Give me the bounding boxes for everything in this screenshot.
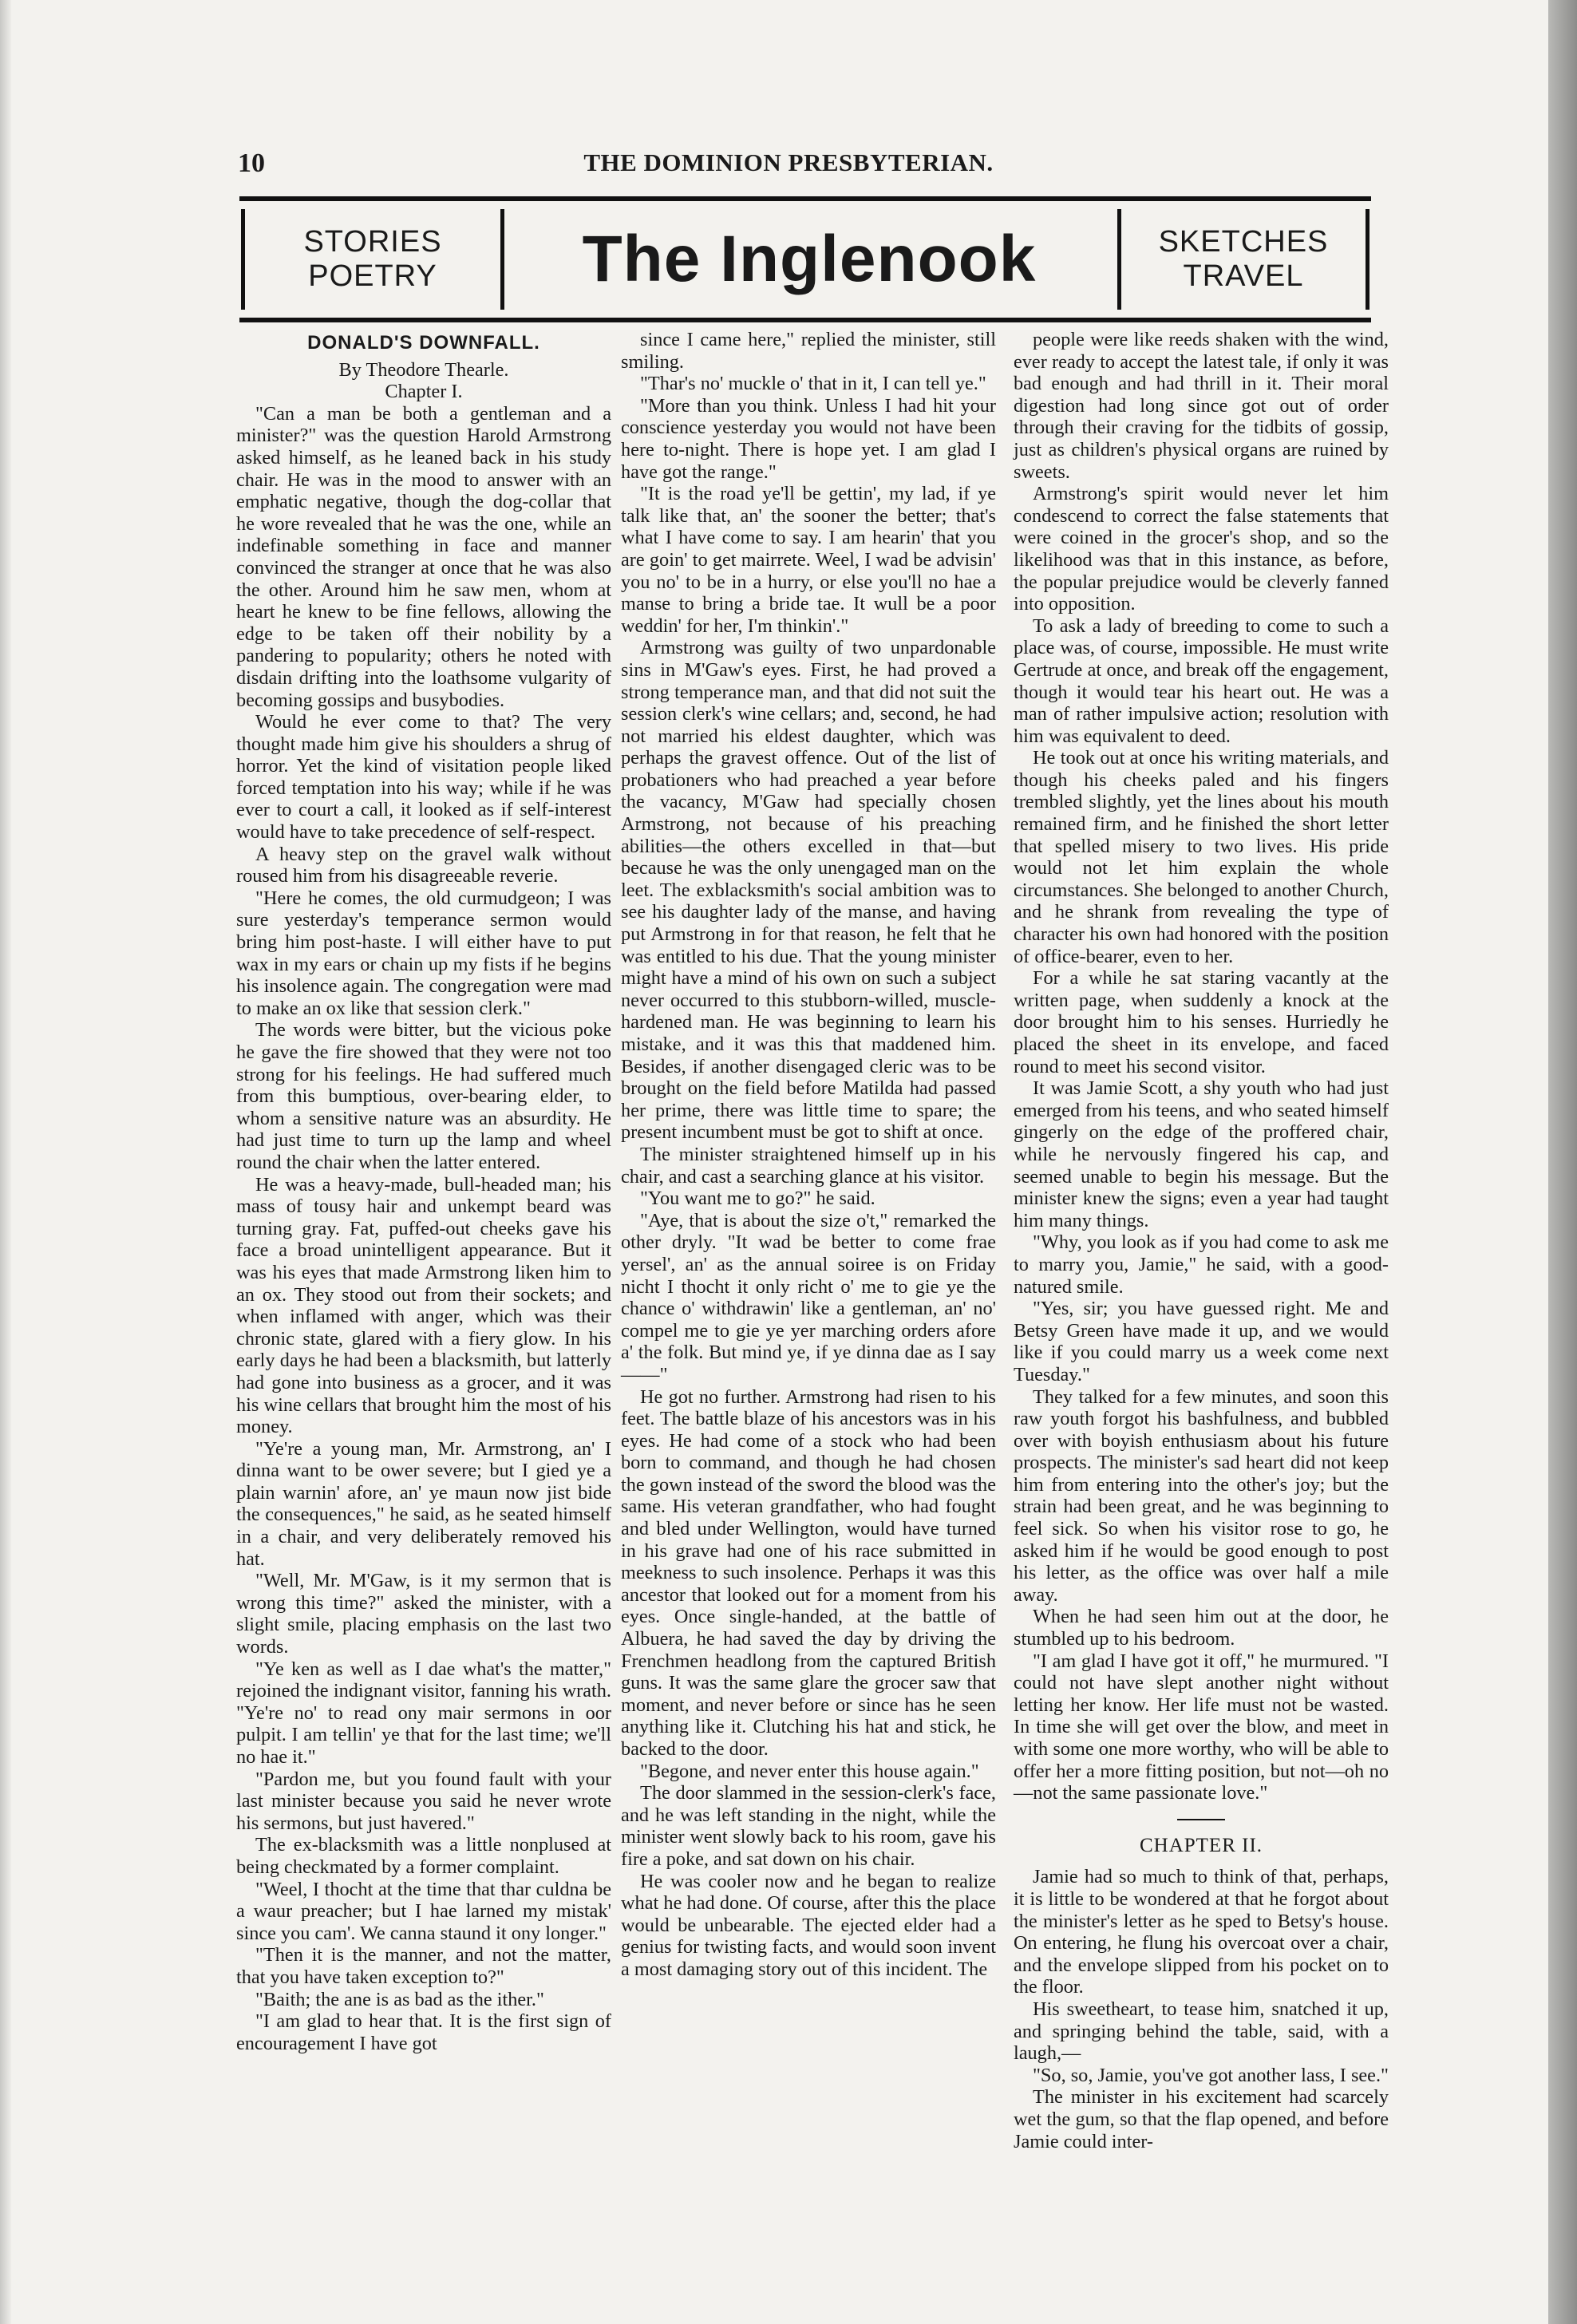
paragraph: "I am glad to hear that. It is the first sign of encouragement I have got <box>236 2010 611 2054</box>
paragraph: When he had seen him out at the door, he stumbled up to his bedroom. <box>1014 1606 1389 1650</box>
banner-left-line1: STORIES <box>303 225 442 259</box>
paragraph: The ex-blacksmith was a little nonplused at being checkmated by a former complaint. <box>236 1834 611 1878</box>
chapter-2-heading: CHAPTER II. <box>1139 1834 1263 1856</box>
paragraph: Armstrong's spirit would never let him condescend to correct the false statements that were coined in the grocer's shop, and so the likelihood was that in this instance, as before, the popular prejudice would be cleverly fanned into opposition. <box>1014 483 1389 615</box>
banner-title: The Inglenook <box>582 223 1037 295</box>
paragraph: The door slammed in the session-clerk's face, and he was left standing in the night, while the minister went slowly back to his room, gave his fire a poke, and sat down on his chair. <box>621 1782 996 1870</box>
banner-right-box <box>1117 209 1370 310</box>
paragraph: "More than you think. Unless I had hit your conscience yesterday you would not have been here to-night. There is hope yet. I am glad I have got the range." <box>621 394 996 483</box>
paragraph: To ask a lady of breeding to come to such a place was, of course, impossible. He must write Gertrude at once, and break off the engagement, though it would tear his heart out. He was a man of rather impulsive action; resolution with him was equivalent to deed. <box>1014 615 1389 747</box>
paragraph: They talked for a few minutes, and soon this raw youth forgot his bashfulness, and bubbled over with boyish enthusiasm about his future prospects. The minister's sad heart did not keep him from entering into the other's joy; but the strain had been great, and he was beginning to feel sick. So when his visitor rose to go, he asked him if he would be good enough to post his letter, as the office was over half a mile away. <box>1014 1385 1389 1606</box>
paragraph: "It is the road ye'll be gettin', my lad, if ye talk like that, an' the sooner the better; that's what I have come to say. I am hearin' that you are goin' to get mairrete. Weel, I wad be advisin' you no' to be in a hurry, or else you'll no hae a manse to bring a bride tae. It wull be a poor weddin' for her, I'm thinkin'." <box>621 483 996 637</box>
paragraph: "So, so, Jamie, you've got another lass, I see." <box>1033 2064 1389 2086</box>
paragraph: Would he ever come to that? The very thought made him give his shoulders a shrug of horror. Yet the kind of visitation people liked forced temptation into his way; while if he was ever to court a call, it looked as if self-interest would have to take precedence of self-respect. <box>236 711 611 844</box>
section-divider <box>1177 1819 1225 1820</box>
column-2-body <box>621 329 996 1981</box>
paragraph: The words were bitter, but the vicious poke he gave the fire showed that they were not too strong for his feelings. He had suffered much from this bumptious, over-bearing elder, to whom a sensitive nature was an absurdity. He had just time to turn up the lamp and wheel round the chair when the latter entered. <box>236 1019 611 1173</box>
paragraph: He got no further. Armstrong had risen to his feet. The battle blaze of his ancestors was in his eyes. He had come of a stock who had been born to command, and though he had chosen the gown instead of the sword the blood was the same. His veteran grandfather, who had fought and bled under Wellington, would have turned in his grave had one of his race submitted in meekness to such insolence. Perhaps it was this ancestor that looked out for a moment from his eyes. Once single-handed, at the battle of Albuera, he had saved the day by driving the Frenchmen headlong from the captured British guns. It was the same glare the grocer saw that moment, and never before or since has he seen anything like it. Clutching his hat and stick, he backed to the door. <box>621 1385 996 1760</box>
paragraph: "Begone, and never enter this house again." <box>640 1760 979 1782</box>
banner-right-line2: TRAVEL <box>1183 259 1304 293</box>
article-byline: By Theodore Thearle. <box>338 358 509 381</box>
page-number: 10 <box>238 148 265 178</box>
banner-left-line2: POETRY <box>308 259 437 293</box>
column-1-body <box>236 403 611 2055</box>
paragraph: "You want me to go?" he said. <box>640 1188 875 1210</box>
paragraph: He was a heavy-made, bull-headed man; his mass of tousy hair and unkempt beard was turning gray. Fat, puffed-out cheeks gave his face a broad unintelligent appearance. But it was his eyes that made Armstrong liken him to an ox. They stood out from their sockets; and when inflamed with anger, which was their chronic state, glared with a fiery glow. In his early days he had been a blacksmith, but latterly had gone into business as a grocer, and it was his wine cellars that brought him the most of his money. <box>236 1173 611 1438</box>
paragraph: "Baith; the ane is as bad as the ither." <box>255 1988 544 2010</box>
chapter-1-heading: Chapter I. <box>385 381 463 403</box>
paragraph: Jamie had so much to think of that, perhaps, it is little to be wondered at that he forgot about the minister's letter as he sped to Betsy's house. On entering, he flung his overcoat over a chair, and the envelope slipped from his pocket on to the floor. <box>1014 1866 1389 1998</box>
paragraph: It was Jamie Scott, a shy youth who had just emerged from his teens, and who seated himself gingerly on the edge of the proffered chair, while he nervously fingered his cap, and seemed unable to begin his message. But the minister knew the signs; even a year had taught him many things. <box>1014 1077 1389 1231</box>
scan-right-edge <box>1548 0 1577 2324</box>
paragraph: "I am glad I have got it off," he murmured. "I could not have slept another night without letting her know. Her life must not be wasted. In time she will get over the blow, and meet in with some one more worthy, who will be able to offer her a more fitting position, but not—oh no—not the same passionate love." <box>1014 1650 1389 1804</box>
paragraph: A heavy step on the gravel walk without roused him from his disagreeable reverie. <box>236 843 611 887</box>
paragraph: "Weel, I thocht at the time that thar culdna be a waur preacher; but I hae larned my mistak' since you cam'. We canna staund it ony longer." <box>236 1878 611 1944</box>
paragraph: "Yes, sir; you have guessed right. Me and Betsy Green have made it up, and we would like if you could marry us a week come next Tuesday." <box>1014 1298 1389 1385</box>
paragraph: "Can a man be both a gentleman and a minister?" was the question Harold Armstrong asked himself, as he leaned back in his study chair. He was in the mood to answer with an emphatic negative, though the dog-collar that he wore revealed that he was the one, while an indefinable something in face and manner convinced the stranger at once that he was also the other. Around him he saw men, whom at heart he knew to be fine fellows, allowing the edge to be taken off their nobility by a pandering to popularity; others he noted with disdain drifting into the loathsome vulgarity of becoming gossips and busybodies. <box>236 402 611 711</box>
banner-left-box <box>241 209 504 310</box>
column-2 <box>621 329 996 1981</box>
column-3-body-a <box>1014 329 1389 1804</box>
paragraph: people were like reeds shaken with the wind, ever ready to accept the latest tale, if only it was bad enough and had thrill in it. Their moral digestion had long since got out of order through their craving for the tidbits of gossip, just as children's physical organs are ruined by sweets. <box>1014 329 1389 483</box>
running-head: THE DOMINION PRESBYTERIAN. <box>583 148 994 176</box>
scan-left-edge <box>0 0 11 2324</box>
paragraph: The minister in his excitement had scarcely wet the gum, so that the flap opened, and before Jamie could inter- <box>1014 2086 1389 2152</box>
paragraph: His sweetheart, to tease him, snatched it up, and springing behind the table, said, with a laugh,— <box>1014 1998 1389 2065</box>
article-title: DONALD'S DOWNFALL. <box>307 332 540 354</box>
paragraph: "Why, you look as if you had come to ask me to marry you, Jamie," he said, with a good-natured smile. <box>1014 1231 1389 1298</box>
paragraph: "Well, Mr. M'Gaw, is it my sermon that is wrong this time?" asked the minister, with a slight smile, placing emphasis on the last two words. <box>236 1570 611 1658</box>
paragraph: For a while he sat staring vacantly at the written page, when suddenly a knock at the door brought him to his senses. Hurriedly he placed the sheet in its envelope, and faced round to meet his second visitor. <box>1014 967 1389 1077</box>
paragraph: The minister straightened himself up in his chair, and cast a searching glance at his visitor. <box>621 1143 996 1188</box>
section-banner <box>239 196 1371 322</box>
paragraph: "Ye're a young man, Mr. Armstrong, an' I dinna want to be ower severe; but I gied ye a plain warnin' afore, an' ye maun now jist bide the consequences," he said, as he seated himself in a chair, and very deliberately removed his hat. <box>236 1437 611 1570</box>
paragraph: Armstrong was guilty of two unpardonable sins in M'Gaw's eyes. First, he had proved a strong temperance man, and that did not suit the session clerk's wine cellars; and, second, he had not married his eldest daughter, which was perhaps the gravest offence. Out of the list of probationers who had preached a year before the vacancy, M'Gaw had specially chosen Armstrong, not because of his preaching abilities—the others excelled in that—but because he was the only unengaged man on the leet. The exblacksmith's social ambition was to see his daughter lady of the manse, and having put Armstrong in for that reason, he felt that he was entitled to his due. That the young minister might have a mind of his own on such a subject never occurred to this stubborn-willed, muscle-hardened man. He was beginning to learn his mistake, and it was this that maddened him. Besides, if another disengaged cleric was to be brought on the field before Matilda had passed her prime, there was little time to spare; the present incumbent must be got to shift at once. <box>621 637 996 1144</box>
banner-right-line1: SKETCHES <box>1158 225 1329 259</box>
column-3-body-b <box>1014 1866 1389 2152</box>
column-1 <box>236 329 611 2054</box>
paragraph: "Then it is the manner, and not the matter, that you have taken exception to?" <box>236 1944 611 1988</box>
paragraph: He took out at once his writing materials, and though his cheeks paled and his fingers trembled slightly, yet the lines about his mouth remained firm, and he finished the short letter that spelled misery to two lives. His pride would not let him explain the whole circumstances. She belonged to another Church, and he shrank from revealing the type of character his own had honored with the position of office-bearer, even to her. <box>1014 747 1389 967</box>
paragraph: "Ye ken as well as I dae what's the matter," rejoined the indignant visitor, fanning his wrath. "Ye're no' to read ony mair sermons in oor pulpit. I am tellin' ye that for the last time; we'll no hae it." <box>236 1658 611 1768</box>
paragraph: "Aye, that is about the size o't," remarked the other dryly. "It wad be better to come frae yersel', an' as the annual soiree is on Friday nicht I thocht it only richt o' me to gie ye the chance o' withdrawin' like a gentleman, an' no' compel me to gie ye yer marching orders afore a' the folk. But mind ye, if ye dinna dae as I say——" <box>621 1209 996 1385</box>
paragraph: "Here he comes, the old curmudgeon; I was sure yesterday's temperance sermon would bring him post-haste. I will either have to put wax in my ears or chain up my fists if he begins his insolence again. The congregation were mad to make an ox like that session clerk." <box>236 887 611 1019</box>
paragraph: He was cooler now and he began to realize what he had done. Of course, after this the place would be unbearable. The ejected elder had a genius for twisting facts, and would soon invent a most damaging story out of this incident. The <box>621 1870 996 1980</box>
paragraph: "Thar's no' muckle o' that in it, I can tell ye." <box>640 373 986 395</box>
column-3 <box>1014 329 1389 2152</box>
paragraph: "Pardon me, but you found fault with your last minister because you said he never wrote his sermons, but just havered." <box>236 1768 611 1834</box>
paragraph: since I came here," replied the minister, still smiling. <box>621 329 996 373</box>
